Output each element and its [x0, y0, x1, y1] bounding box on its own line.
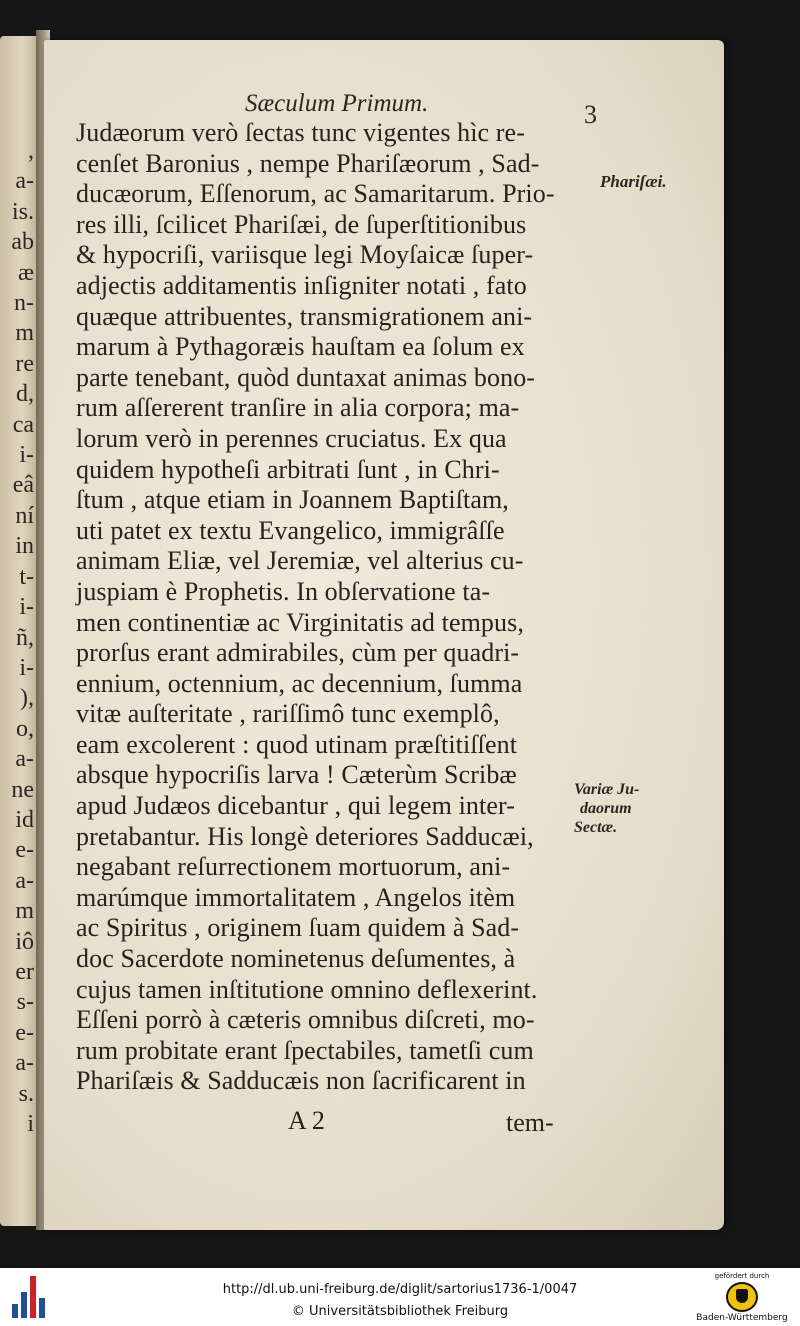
text-line: animam Eliæ, vel Jeremiæ, vel alterius cu- [76, 546, 524, 576]
text-line: doc Sacerdote nominetenus deſumentes, à [76, 944, 516, 974]
text-line: cenſet Baronius , nempe Phariſæorum , Sad- [76, 148, 540, 178]
sponsor-label: gefördert durch [714, 1272, 770, 1280]
edge-fragment: a- [15, 867, 34, 894]
text-line: apud Judæos dicebantur , qui legem inter- [76, 791, 515, 821]
edge-fragment: eâ [12, 472, 34, 499]
text-line: lorum verò in perennes cruciatus. Ex qua [76, 423, 507, 453]
text-line: ennium, octennium, ac decennium, ſumma [76, 668, 523, 698]
text-line: adjectis additamentis inſigniter notati , fato [76, 270, 527, 300]
marginal-line: Sectæ. [574, 819, 618, 836]
text-line: men continentiæ ac Virginitatis ad tempus, [76, 607, 524, 637]
edge-fragment: e- [15, 837, 34, 864]
edge-fragment: in [15, 533, 34, 560]
sponsor-logo[interactable] [690, 1272, 794, 1323]
edge-fragment: d, [16, 381, 34, 408]
edge-fragment: er [15, 958, 34, 985]
text-line: marum à Pythagoræis hauſtam ea ſolum ex [76, 332, 525, 362]
text-line: ducæorum, Eſſenorum, ac Samaritarum. Prio- [76, 179, 555, 209]
edge-fragment: o, [16, 715, 34, 742]
edge-fragment: , [28, 138, 34, 164]
text-line: parte tenebant, quòd duntaxat animas bono- [76, 362, 536, 392]
sponsor-name: Baden-Württemberg [696, 1313, 788, 1323]
text-line: cujus tamen inſtitutione omnino deflexerint. [76, 974, 538, 1004]
edge-fragment: i- [19, 654, 34, 681]
edge-fragment: ), [20, 685, 34, 712]
edge-fragment: ca [12, 411, 34, 438]
text-line: & hypocriſi, variisque legi Moyſaicæ ſuper- [76, 240, 534, 270]
text-line: ac Spiritus , originem ſuam quidem à Sad- [76, 913, 520, 943]
marginal-note-variae-sectae [574, 780, 639, 837]
edge-fragment: is. [11, 198, 34, 225]
permalink-url[interactable]: http://dl.ub.uni-freiburg.de/diglit/sartorius1736-1/0047 [222, 1282, 578, 1297]
marginal-line: daorum [580, 800, 632, 817]
previous-page-edge [0, 36, 40, 1226]
edge-fragment: a- [15, 168, 34, 195]
text-line: Eſſeni porrò à cæteris omnibus diſcreti, mo- [76, 1005, 535, 1035]
text-line: negabant reſurrectionem mortuorum, ani- [76, 852, 511, 882]
text-line: Phariſæis & Sadducæis non ſacrificarent in [76, 1066, 526, 1096]
catchword: tem- [506, 1108, 554, 1137]
text-line: quæque attribuentes, transmigrationem ani- [76, 301, 533, 331]
text-line: quidem hypotheſi arbitrati ſunt , in Chri- [76, 454, 500, 484]
text-line: rum aſſererent tranſire in alia corpora; ma- [76, 393, 520, 423]
coat-of-arms-icon [726, 1282, 758, 1312]
text-line: eam excolerent : quod utinam præſtitiſſent [76, 729, 518, 759]
text-line: prorſus erant admirabiles, cùm per quadri- [76, 638, 520, 668]
text-line: Judæorum verò ſectas tunc vigentes hìc re- [76, 118, 525, 147]
copyright-notice: © Universitätsbibliothek Freiburg [291, 1304, 509, 1319]
edge-fragment: ní [15, 502, 34, 529]
text-line: ſtum , atque etiam in Joannem Baptiſtam, [76, 485, 509, 515]
previous-page-text [0, 136, 34, 1139]
marginal-line: Variæ Ju- [574, 781, 640, 798]
edge-fragment: n- [14, 290, 34, 317]
edge-fragment: i [27, 1111, 34, 1137]
edge-fragment: ne [11, 776, 34, 803]
page-number: 3 [584, 100, 597, 129]
edge-fragment: a- [15, 746, 34, 773]
edge-fragment: a- [15, 1050, 34, 1077]
edge-fragment: id [15, 806, 34, 833]
text-line: pretabantur. His longè deteriores Sadducæi, [76, 821, 534, 851]
text-line: res illi, ſcilicet Phariſæi, de ſuperſtitionibus [76, 209, 527, 239]
edge-fragment: s. [18, 1080, 34, 1107]
edge-fragment: i- [19, 594, 34, 621]
edge-fragment: e- [15, 1019, 34, 1046]
edge-fragment: iô [15, 928, 34, 955]
body-text [76, 118, 596, 1097]
edge-fragment: s- [16, 989, 34, 1016]
viewer-footer [0, 1268, 800, 1326]
text-line: juspiam è Prophetis. In obſervatione ta- [76, 576, 491, 606]
text-line: vitæ auſteritate , rariſſimô tunc exemplô, [76, 699, 500, 729]
text-line: marúmque immortalitatem , Angelos itèm [76, 882, 516, 912]
edge-fragment: m [15, 320, 34, 347]
marginal-note-pharisaei: Phariſæi. [600, 172, 667, 191]
edge-fragment: i- [19, 442, 34, 469]
edge-fragment: ñ, [16, 624, 34, 651]
running-head: Sæculum Primum. [245, 90, 429, 117]
ub-freiburg-logo [12, 1276, 52, 1318]
text-line: rum probitate erant ſpectabiles, tametſi cum [76, 1035, 534, 1065]
edge-fragment: re [15, 350, 34, 377]
signature-mark: A 2 [288, 1106, 325, 1135]
edge-fragment: ab [11, 229, 34, 256]
text-line: uti patet ex textu Evangelico, immigrâſſe [76, 515, 505, 545]
text-line: absque hypocriſis larva ! Cæterùm Scribæ [76, 760, 517, 790]
edge-fragment: t- [19, 563, 34, 590]
edge-fragment: m [15, 898, 34, 925]
edge-fragment: æ [17, 259, 34, 286]
